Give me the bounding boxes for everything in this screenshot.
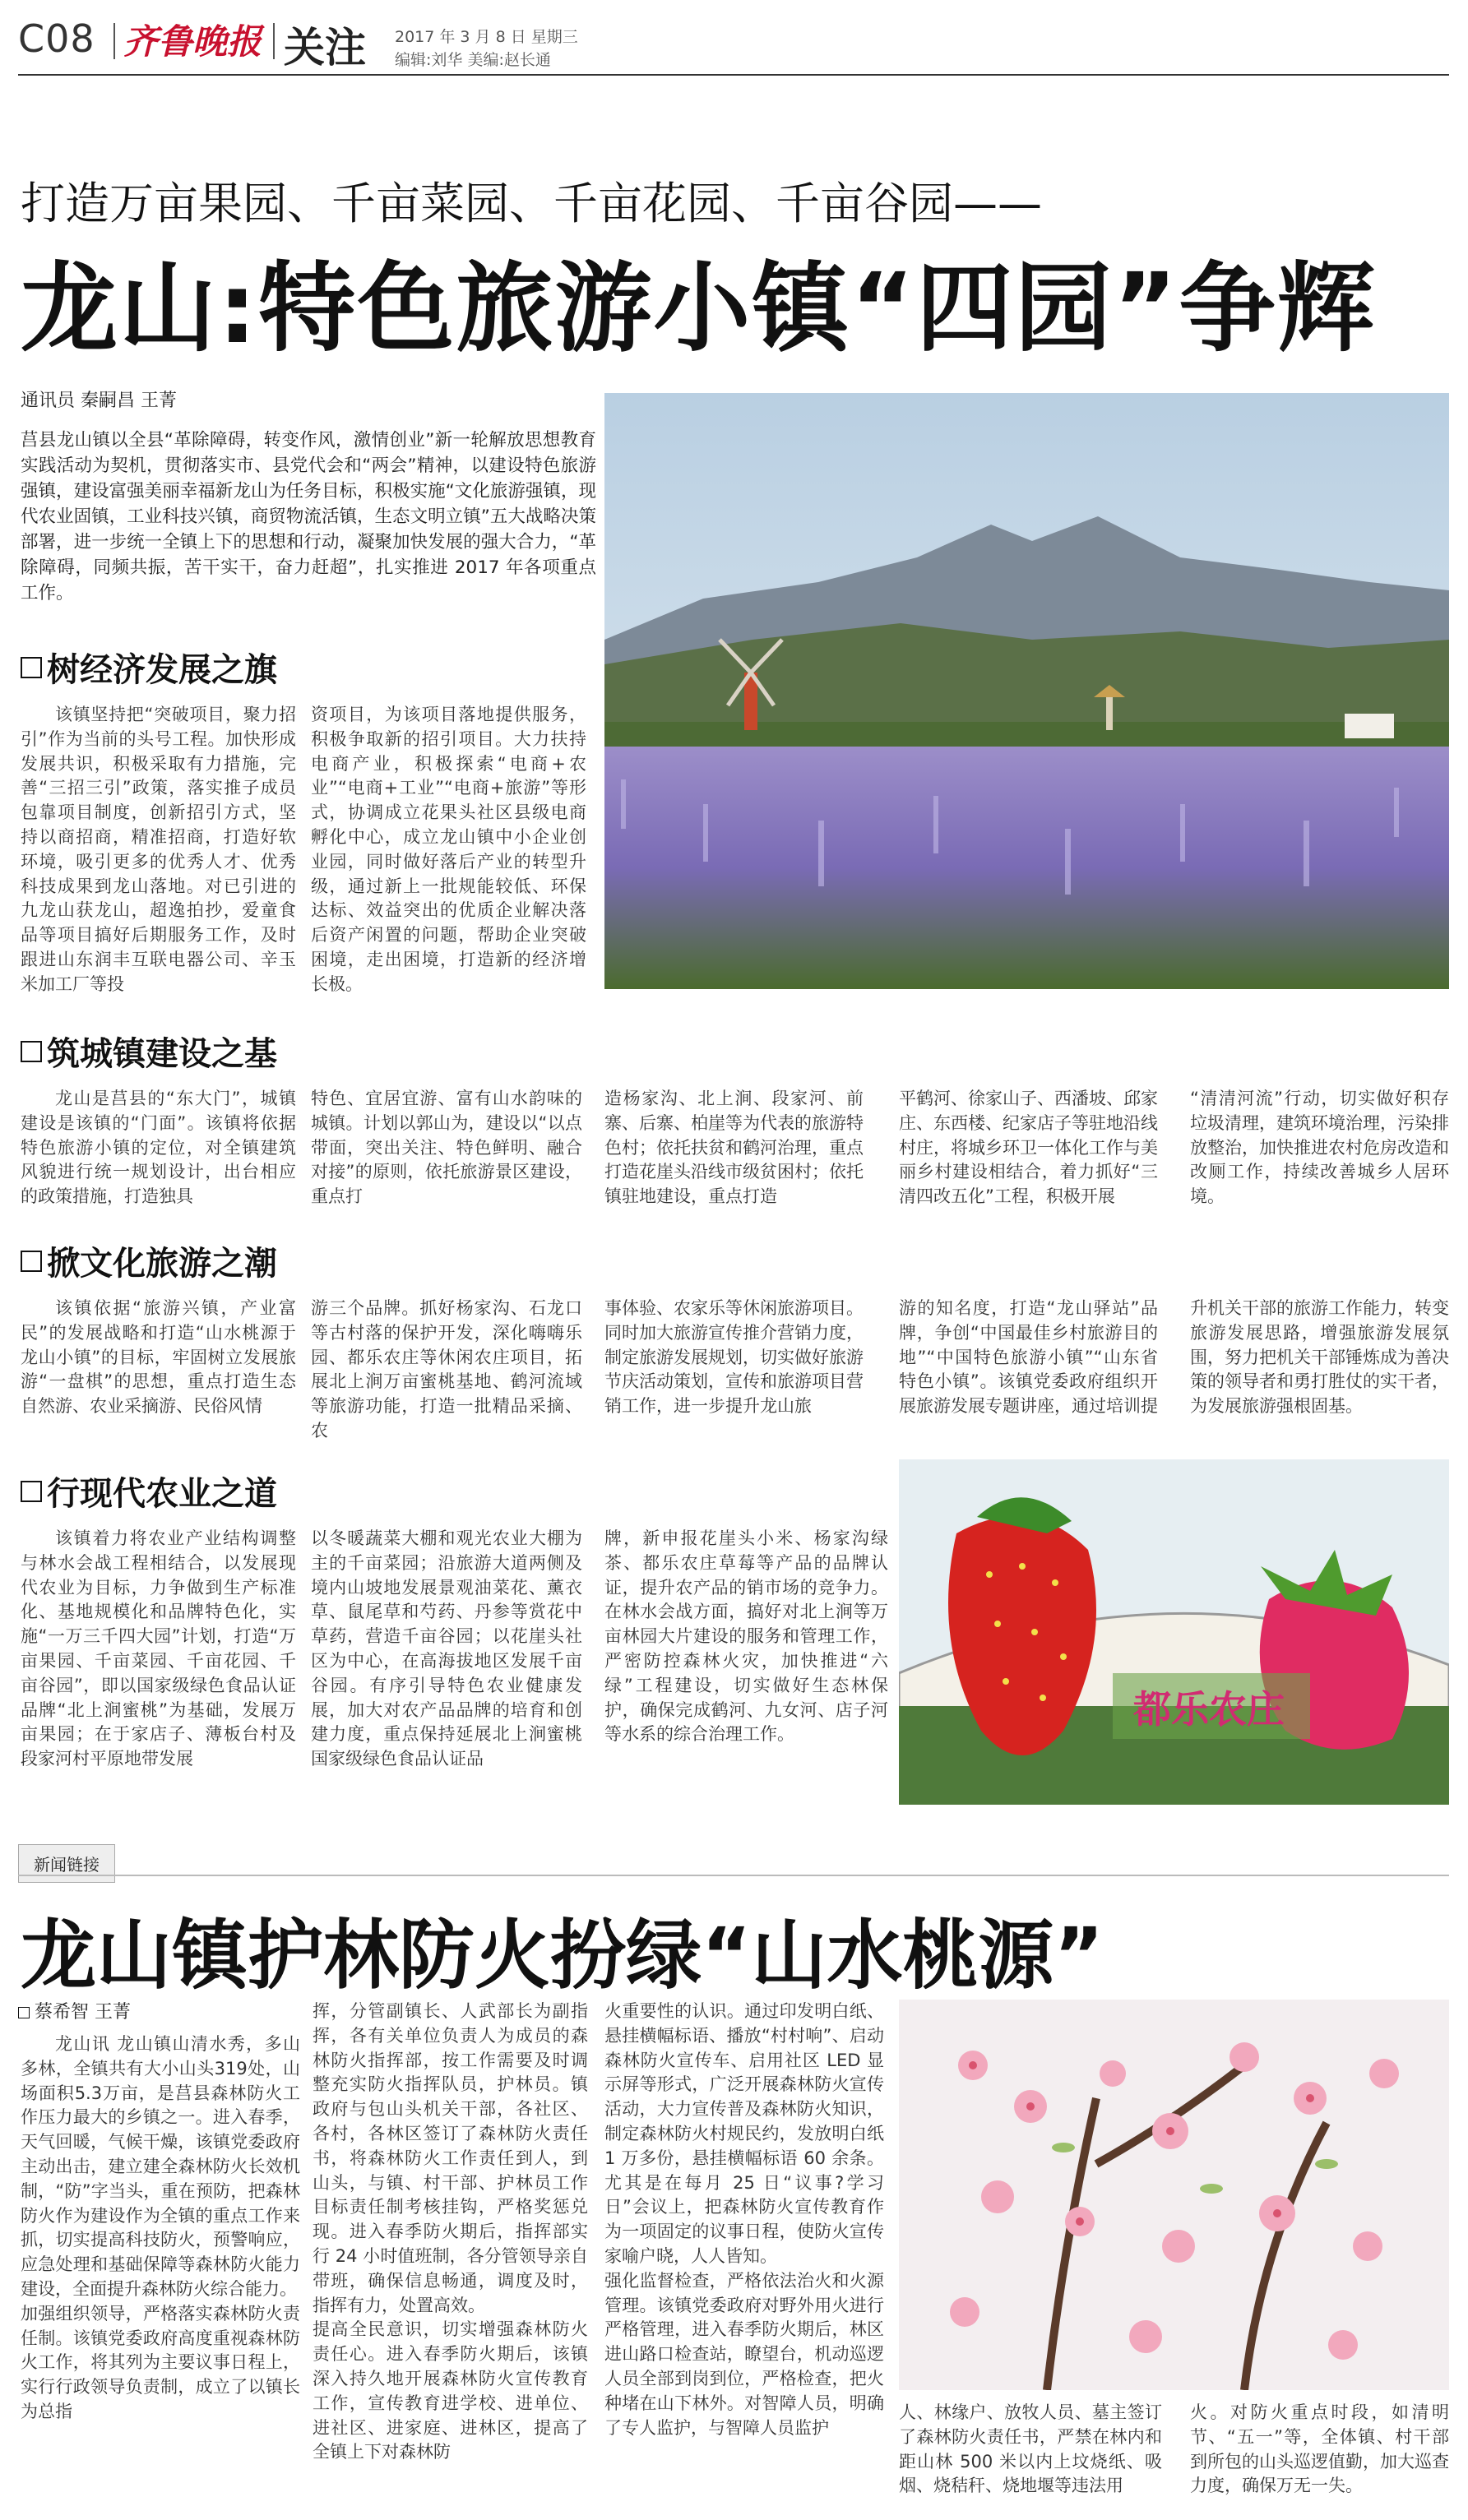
- lavender-field-image: [604, 393, 1449, 989]
- section-title-text: 掀文化旅游之潮: [47, 1245, 277, 1283]
- article-column: 火。对防火重点时段，如清明节、“五一”等，全体镇、村干部到所包的山头巡逻值勤，加大巡查力度，确保万无一失。: [1190, 2402, 1449, 2496]
- article-headline: 龙山:特色旅游小镇“四园”争辉: [21, 252, 1377, 365]
- article-column: 特色、宜居宜游、富有山水韵味的城镇。计划以郭山为，建设以“以点带面，突出关注、特色鲜明、融合对接”的原则，依托旅游景区建设，重点打: [311, 1089, 582, 1207]
- section-divider: [18, 1875, 1449, 1876]
- section-box-icon: [21, 1041, 42, 1062]
- news-link-tag: 新闻链接: [18, 1844, 115, 1883]
- section-title: [21, 1468, 277, 1514]
- section-box-icon: [21, 1481, 42, 1502]
- article-column: 该镇依据“旅游兴镇，产业富民”的发展战略和打造“山水桃源于龙山小镇”的目标，牢固树立发展旅游“一盘棋”的思想，重点打造生态自然游、农业采摘游、民俗风情: [21, 1298, 296, 1417]
- section-title: [21, 644, 277, 691]
- article-column: 以冬暖蔬菜大棚和观光农业大棚为主的千亩菜园；沿旅游大道两侧及境内山坡地发展景观油菜花、薰衣草、鼠尾草和芍药、丹参等赏花中草药，营造千亩谷园；以花崖头社区为中心，在高海拔地区发展千亩谷园。有序引导特色农业健康发展，加大对农产品品牌的培育和创建力度，重点保持延展北上涧蜜桃国家级绿色食品认证品: [311, 1528, 582, 1769]
- section-name: 关注: [284, 24, 366, 72]
- editors-credit: 编辑:刘华 美编:赵长通: [395, 51, 551, 69]
- peach-blossom-image: [899, 2000, 1449, 2390]
- article-column: 游三个品牌。抓好杨家沟、石龙口等古村落的保护开发，深化嗨嗨乐园、都乐农庄等休闲农庄项目，拓展北上涧万亩蜜桃基地、鹤河流域等旅游功能，打造一批精品采摘、农: [311, 1298, 582, 1440]
- article-kicker: 打造万亩果园、千亩菜园、千亩花园、千亩谷园——: [21, 178, 1042, 229]
- strawberry-sculpture-image: [899, 1459, 1449, 1805]
- section-title: [21, 1237, 277, 1284]
- section-title-text: 行现代农业之道: [47, 1475, 277, 1513]
- newspaper-logo: 齐鲁晚报: [123, 21, 262, 62]
- lavender-field-photo: [604, 393, 1449, 989]
- article-column: 龙山是莒县的“东大门”，城镇建设是该镇的“门面”。该镇将依据特色旅游小镇的定位，对全镇建筑风貌进行统一规划设计，出台相应的政策措施，打造独具: [21, 1089, 296, 1207]
- page-number: C08: [18, 16, 95, 61]
- article-column: 升机关干部的旅游工作能力，转变旅游发展思路，增强旅游发展氛围，努力把机关干部锤炼成为善决策的领导者和勇打胜仗的实干者，为发展旅游强根固基。: [1190, 1298, 1449, 1417]
- article-column: 牌，新申报花崖头小米、杨家沟绿茶、都乐农庄草莓等产品的品牌认证，提升农产品的销市场的竞争力。在林水会战方面，搞好对北上涧等万亩林园大片建设的服务和管理工作，严密防控森林火灾，加快推进“六绿”工程建设，切实做好生态林保护，确保完成鹤河、九女河、店子河等水系的综合治理工作。: [604, 1528, 888, 1745]
- article-byline: 通讯员 秦嗣昌 王菁: [21, 391, 177, 411]
- masthead-divider: [273, 23, 275, 59]
- masthead-divider: [113, 23, 115, 59]
- article-column: 火重要性的认识。通过印发明白纸、悬挂横幅标语、播放“村村响”、启动森林防火宣传车、启用社区 LED 显示屏等形式，广泛开展森林防火宣传活动，大力宣传普及森林防火知识，制定森林防火村规民约，发放明白纸 1 万多份，悬挂横幅标语 60 余条。尤其是在每月 25 日“议事?学习日”会议上，把森林防火宣传教育作为一项固定的议事日程，使防火宣传家喻户晓，人人皆知。 强化监督检查，严格依法治火和火源管理。该镇党委政府对野外用火进行严格管理，进入春季防火期后，林区进山路口检查站，瞭望台，机动巡逻人员全部到岗到位，严格检查，把火种堵在山下林外。对智障人员，明确了专人监护，与智障人员监护: [604, 2001, 884, 2438]
- byline-text: 蔡希智 王菁: [35, 2002, 131, 2023]
- article-column: 游的知名度，打造“龙山驿站”品牌，争创“中国最佳乡村旅游目的地”“中国特色旅游小镇”“山东省特色小镇”。该镇党委政府组织开展旅游发展专题讲座，通过培训提: [899, 1298, 1158, 1417]
- farm-sign-text: 都乐农庄: [1133, 1687, 1285, 1732]
- peach-blossom-photo: [899, 2000, 1449, 2390]
- strawberry-sculpture-photo: [899, 1459, 1449, 1805]
- article-headline: 龙山镇护林防火扮绿“山水桃源”: [21, 1912, 1104, 2000]
- article-column: 挥，分管副镇长、人武部长为副指挥，各有关单位负责人为成员的森林防火指挥部，按工作需要及时调整充实防火指挥队员，护林员。镇政府与包山头机关干部，各社区、各村，各林区签订了森林防火责任书，将森林防火工作责任到人，到山头，与镇、村干部、护林员工作目标责任制考核挂钩，严格奖惩兑现。进入春季防火期后，指挥部实行 24 小时值班制，各分管领导亲自带班，确保信息畅通，调度及时，指挥有力，处置高效。 提高全民意识，切实增强森林防火责任心。进入春季防火期后，该镇深入持久地开展森林防火宣传教育工作，宣传教育进学校、进单位、进社区、进家庭、进林区，提高了全镇上下对森林防: [313, 2001, 588, 2462]
- section-title-text: 树经济发展之旗: [47, 651, 277, 689]
- article-column: 该镇着力将农业产业结构调整与林水会战工程相结合，以发展现代农业为目标，力争做到生产标准化、基地规模化和品牌特色化，实施“一万三千四大园”计划，打造“万亩果园、千亩菜园、千亩花园、千亩谷园”，即以国家级绿色食品认证品牌“北上涧蜜桃”为基础，发展万亩果园；在于家店子、薄板台村及段家河村平原地带发展: [21, 1528, 296, 1769]
- publish-date: 2017 年 3 月 8 日 星期三: [395, 28, 578, 46]
- section-title: [21, 1028, 277, 1075]
- section-title-text: 筑城镇建设之基: [47, 1035, 277, 1073]
- section-box-icon: [21, 657, 42, 678]
- article-column: 资项目，为该项目落地提供服务，积极争取新的招引项目。大力扶持电商产业，积极探索“电商+农业”“电商+工业”“电商+旅游”等形式，协调成立花果头社区县级电商孵化中心，成立龙山镇中小企业创业园，同时做好落后产业的转型升级，通过新上一批规能较低、环保达标、效益突出的优质企业解决落后资产闲置的问题，帮助企业突破困境，走出困境，打造新的经济增长极。: [311, 705, 586, 994]
- article-column: 造杨家沟、北上涧、段家河、前寨、后寨、柏崖等为代表的旅游特色村；依托扶贫和鹤河治理，重点打造花崖头沿线市级贫困村；依托镇驻地建设，重点打造: [604, 1089, 864, 1207]
- article-column: 人、林缘户、放牧人员、墓主签订了森林防火责任书，严禁在林内和距山林 500 米以内上坟烧纸、吸烟、烧秸秆、烧地堰等违法用: [899, 2402, 1162, 2496]
- article-column: “清清河流”行动，切实做好积存垃圾清理，建筑环境治理，污染排放整治，加快推进农村危房改造和改厕工作，持续改善城乡人居环境。: [1190, 1089, 1449, 1207]
- article-byline: [18, 1998, 131, 2023]
- article-intro: 莒县龙山镇以全县“革除障碍，转变作风，激情创业”新一轮解放思想教育实践活动为契机，贯彻落实市、县党代会和“两会”精神，以建设特色旅游强镇，建设富强美丽幸福新龙山为任务目标，积极实施“文化旅游强镇，现代农业固镇，工业科技兴镇，商贸物流活镇，生态文明立镇”五大战略决策部署，进一步统一全镇上下的思想和行动，凝聚加快发展的强大合力，“革除障碍，同频共振，苦干实干，奋力赶超”，扎实推进 2017 年各项重点工作。: [21, 430, 596, 603]
- article-column: 事体验、农家乐等休闲旅游项目。同时加大旅游宣传推介营销力度，制定旅游发展规划，切实做好旅游节庆活动策划，宣传和旅游项目营销工作，进一步提升龙山旅: [604, 1298, 864, 1417]
- article-column: 平鹤河、徐家山子、西潘坡、邱家庄、东西楼、纪家店子等驻地沿线村庄，将城乡环卫一体化工作与美丽乡村建设相结合，着力抓好“三清四改五化”工程，积极开展: [899, 1089, 1158, 1207]
- article-column: 龙山讯 龙山镇山清水秀，多山多林，全镇共有大小山头319处，山场面积5.3万亩，是莒县森林防火工作压力最大的乡镇之一。进入春季，天气回暖，气候干燥，该镇党委政府主动出击，建立建全森林防火长效机制，“防”字当头，重在预防，把森林防火作为建设作为全镇的重点工作来抓，切实提高科技防火，预警响应，应急处理和基础保障等森林防火能力建设，全面提升森林防火综合能力。 加强组织领导，严格落实森林防火责任制。该镇党委政府高度重视森林防火工作，将其列为主要议事日程上，实行行政领导负责制，成立了以镇长为总指: [21, 2034, 300, 2421]
- byline-box-icon: [18, 2007, 30, 2018]
- section-box-icon: [21, 1251, 42, 1272]
- article-column: 该镇坚持把“突破项目，聚力招引”作为当前的头号工程。加快形成发展共识，积极采取有力措施，完善“三招三引”政策，落实推子成员包靠项目制度，创新招引方式，坚持以商招商，精准招商，打造好软环境，吸引更多的优秀人才、优秀科技成果到龙山落地。对已引进的九龙山获龙山，超逸拍抄，爱童食品等项目搞好后期服务工作，及时跟进山东润丰互联电器公司、辛玉米加工厂等投: [21, 705, 296, 994]
- masthead-rule: [18, 74, 1449, 76]
